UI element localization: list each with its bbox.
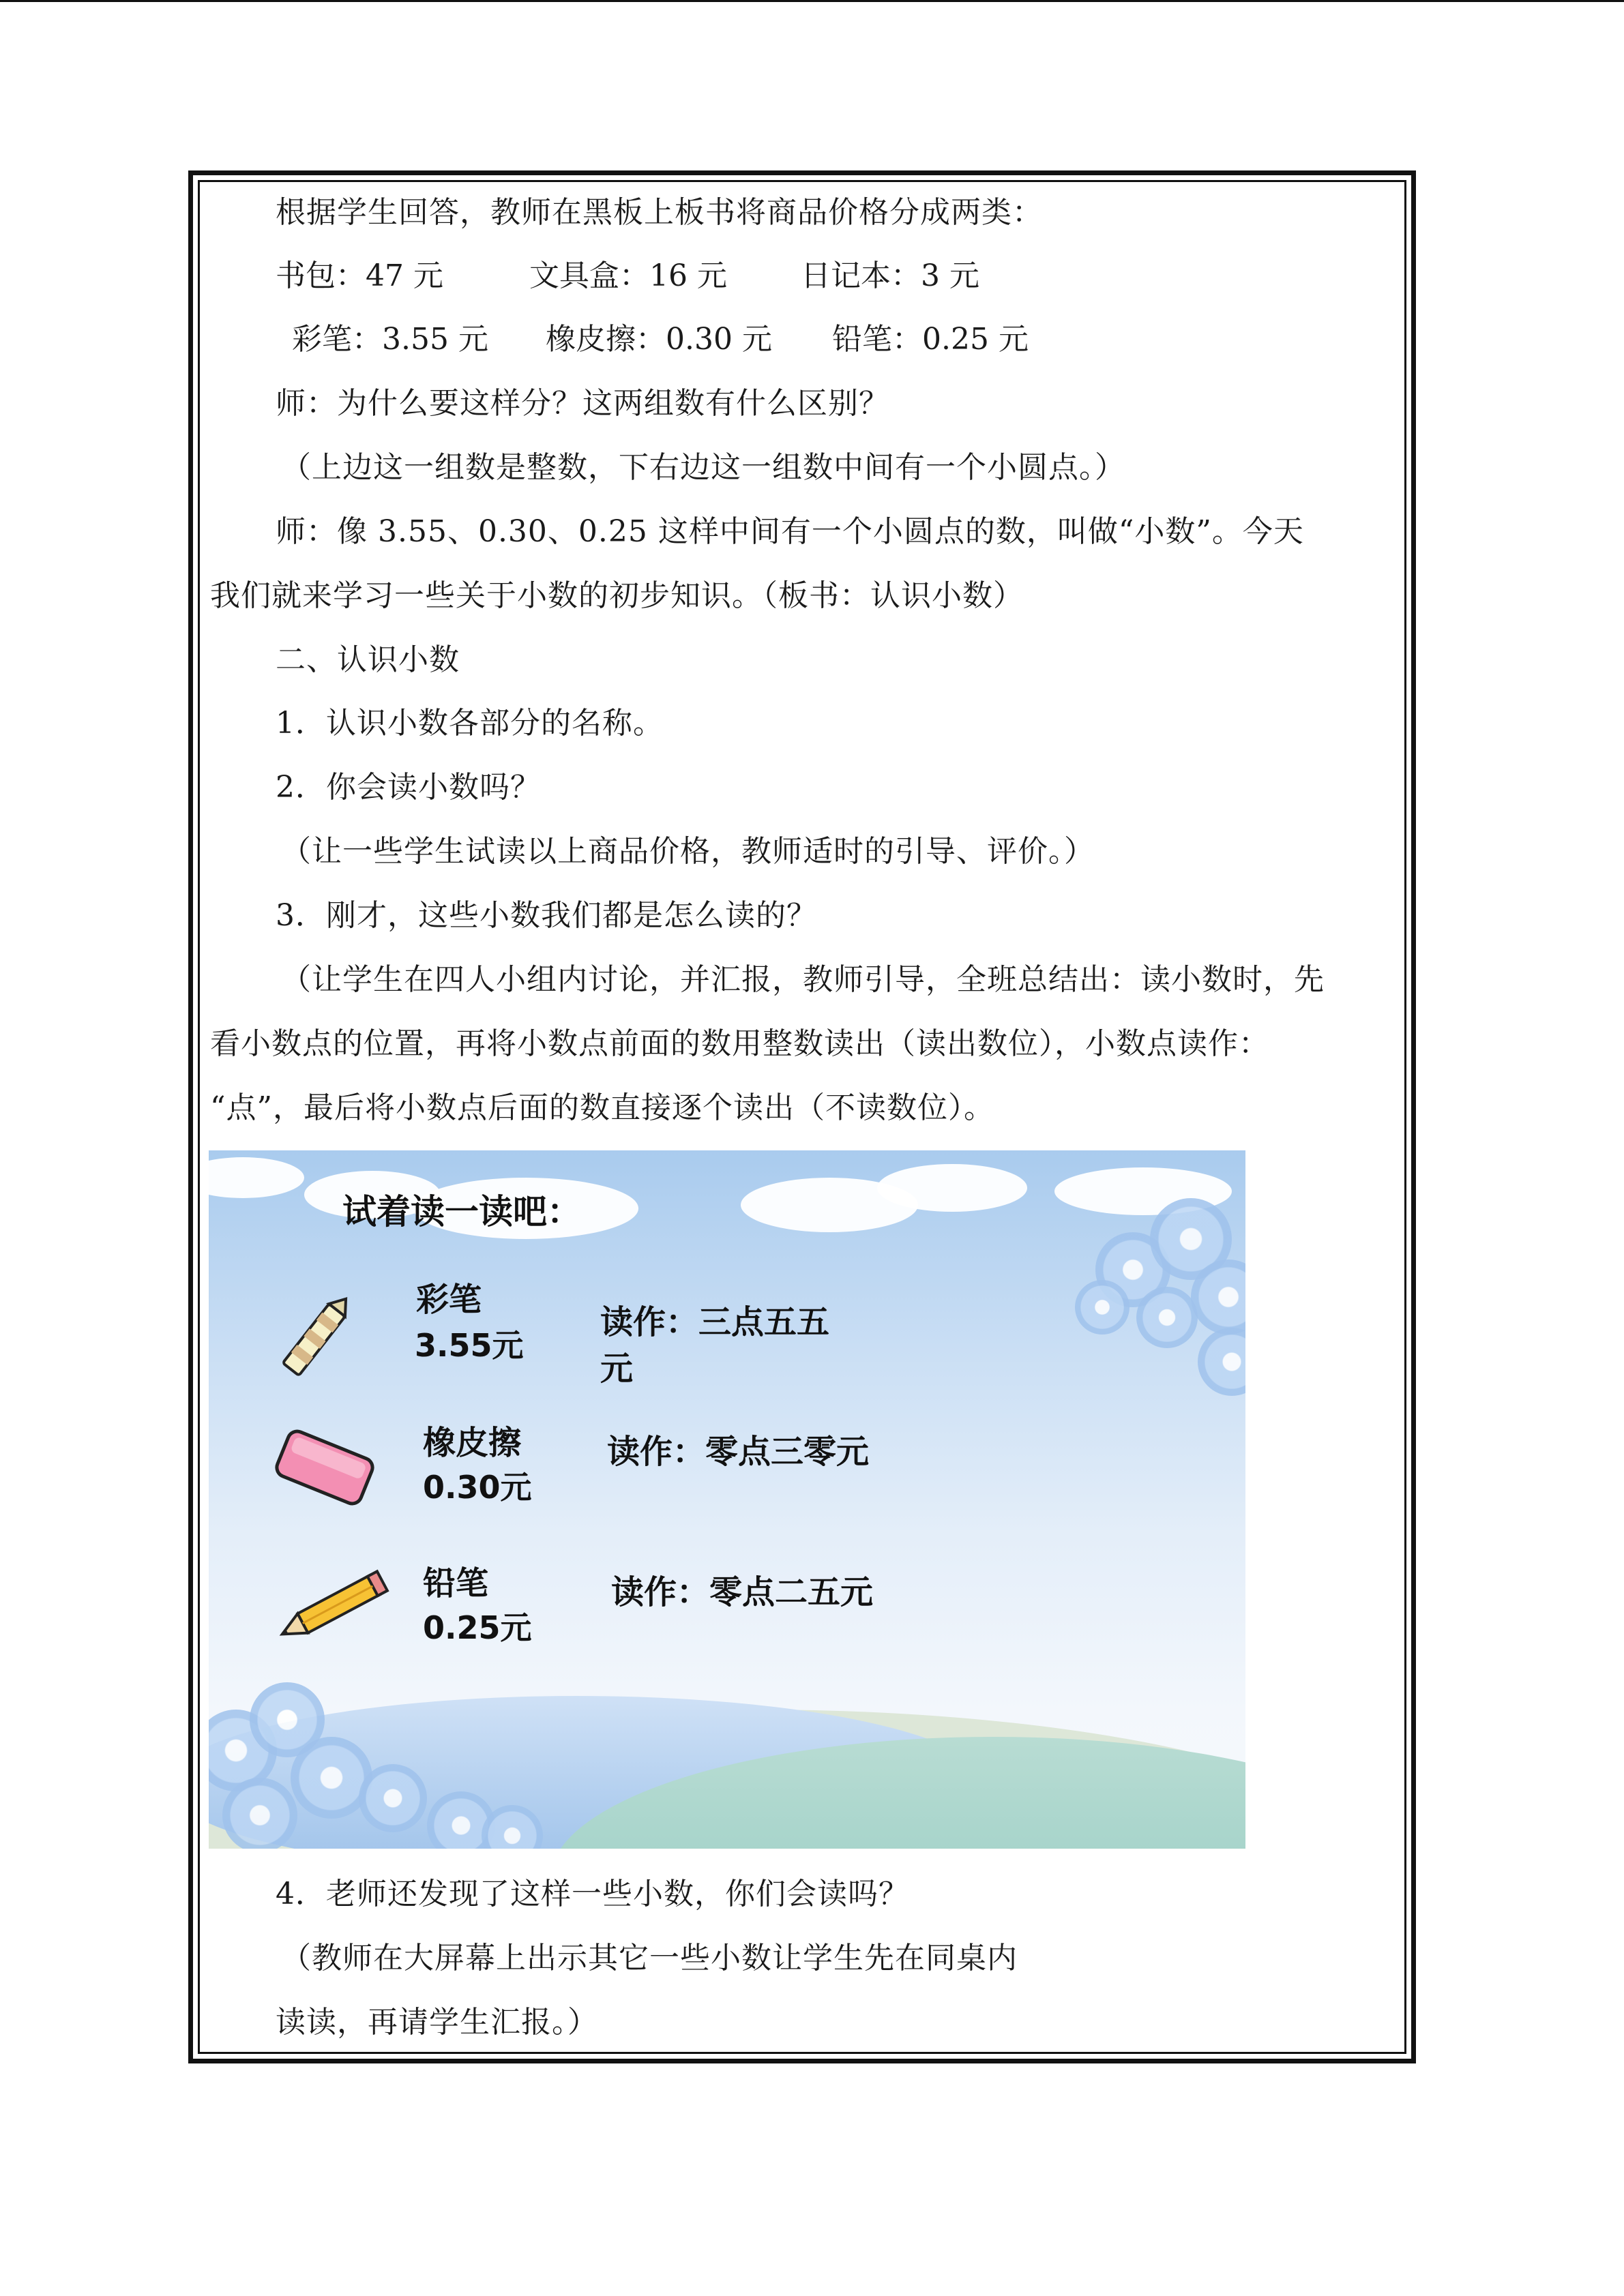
text-line: （上边这一组数是整数，下右边这一组数中间有一个小圆点。） [281, 450, 1125, 485]
eraser-icon [270, 1423, 379, 1512]
price-bag: 书包：47 元 [276, 258, 443, 293]
text-line: 师：为什么要这样分？这两组数有什么区别？ [276, 386, 889, 421]
slide-image [209, 1150, 1245, 1849]
pencil-icon [271, 1566, 394, 1648]
text-line: （让学生在四人小组内讨论，并汇报，教师引导，全班总结出：读小数时，先 [281, 962, 1325, 997]
section-heading: 二、认识小数 [276, 642, 460, 677]
item-price: 0.30元 [423, 1469, 532, 1506]
text-line: 根据学生回答，教师在黑板上板书将商品价格分成两类： [276, 195, 1043, 230]
item-price: 3.55元 [415, 1327, 524, 1364]
price-pencil: 铅笔：0.25 元 [832, 322, 1029, 357]
item-reading: 元 [600, 1350, 634, 1388]
text-line: 我们就来学习一些关于小数的初步知识。（板书：认识小数） [210, 578, 1024, 613]
top-rule [0, 0, 1624, 2]
cloud [877, 1164, 1027, 1212]
item-reading: 读作：零点二五元 [611, 1573, 874, 1611]
price-diary: 日记本：3 元 [801, 258, 979, 293]
flower [359, 1764, 427, 1832]
slide-title: 试着读一读吧： [342, 1192, 581, 1232]
item-price: 0.25元 [423, 1609, 532, 1646]
price-eraser: 橡皮擦：0.30 元 [546, 322, 772, 357]
text-line: 读读，再请学生汇报。） [276, 2005, 598, 2040]
price-pencil-box: 文具盒：16 元 [529, 258, 727, 293]
text-line: 2．你会读小数吗？ [276, 770, 541, 805]
item-reading: 读作：零点三零元 [607, 1433, 870, 1471]
flower [1136, 1287, 1198, 1348]
item-reading: 读作：三点五五 [600, 1303, 830, 1341]
flower [1198, 1328, 1245, 1396]
text-line: 看小数点的位置，再将小数点前面的数用整数读出（读出数位），小数点读作： [210, 1026, 1269, 1061]
item-name: 铅笔 [423, 1564, 489, 1602]
text-line: （教师在大屏幕上出示其它一些小数让学生先在同桌内 [281, 1941, 1018, 1976]
crayon-icon [271, 1284, 367, 1386]
item-name: 彩笔 [416, 1281, 482, 1319]
text-line: 3．刚才，这些小数我们都是怎么读的？ [276, 898, 817, 933]
price-crayon: 彩笔：3.55 元 [292, 322, 488, 357]
item-name: 橡皮擦 [423, 1424, 522, 1462]
text-line: （让一些学生试读以上商品价格，教师适时的引导、评价。） [281, 834, 1095, 869]
flower [1075, 1280, 1130, 1335]
text-line: 4．老师还发现了这样一些小数，你们会读吗？ [276, 1877, 909, 1911]
cloud [209, 1157, 304, 1198]
text-line: 1．认识小数各部分的名称。 [276, 706, 664, 741]
text-line: 师：像 3.55、0.30、0.25 这样中间有一个小圆点的数，叫做“小数”。今天 [276, 514, 1304, 549]
text-line: “点”，最后将小数点后面的数直接逐个读出（不读数位）。 [210, 1090, 994, 1125]
flower [222, 1778, 297, 1849]
